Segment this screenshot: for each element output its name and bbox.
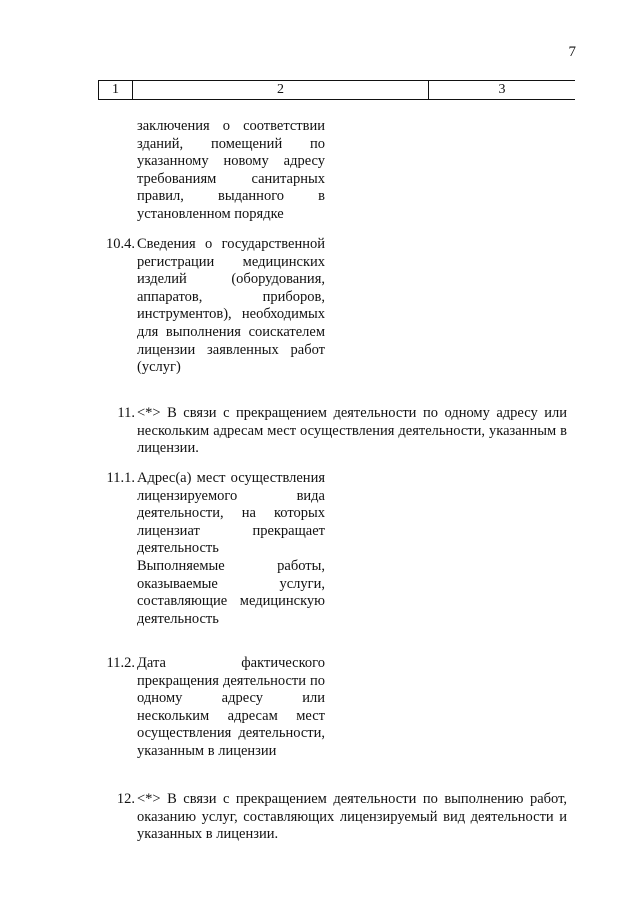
- table-header: [98, 80, 575, 100]
- item-11-1-text-b: Выполняемые работы, оказываемые услуги, составляющие медицинскую деятельность: [137, 557, 325, 627]
- item-10-4: [137, 236, 325, 377]
- item-10-4-number: 10.4.: [106, 236, 135, 252]
- header-col-1: 1: [98, 81, 133, 99]
- item-11-text: <*> В связи с прекращением деятельности по одному адресу или нескольким адресам мест осуществления деятельности, указанным в лицензии.: [137, 405, 567, 457]
- header-col-3: 3: [498, 82, 506, 97]
- item-11-2: [137, 655, 325, 761]
- intro-continuation: [137, 118, 325, 224]
- item-11-2-text: Дата фактического прекращения деятельности по одному адресу или нескольким адресам мест осуществления деятельности, указанным в лицензии: [137, 655, 325, 759]
- item-11-2-number: 11.2.: [106, 655, 135, 671]
- page-number: 7: [568, 44, 576, 60]
- item-11: [137, 405, 567, 458]
- header-col-2: 2: [133, 81, 429, 99]
- item-11-1: [137, 470, 325, 628]
- intro-text: заключения о соответствии зданий, помещений по указанному новому адресу требованиям санитарных правил, выданного в установленном порядке: [137, 118, 325, 222]
- item-12-number: 12.: [116, 791, 135, 807]
- item-11-1-number: 11.1.: [106, 470, 135, 486]
- item-12-text: <*> В связи с прекращением деятельности по выполнению работ, оказанию услуг, составляющих лицензируемый вид деятельности и указанных в лицензии.: [137, 791, 567, 843]
- item-12: [137, 791, 567, 844]
- item-10-4-text: Сведения о государственной регистрации медицинских изделий (оборудования, аппаратов, приборов, инструментов), необходимых для выполнения соискателем лицензии заявленных работ (услуг): [137, 236, 325, 376]
- item-11-number: 11.: [117, 405, 135, 421]
- item-11-1-text-a: Адрес(а) мест осуществления лицензируемого вида деятельности, на которых лицензиат прекращает деятельность: [137, 470, 325, 557]
